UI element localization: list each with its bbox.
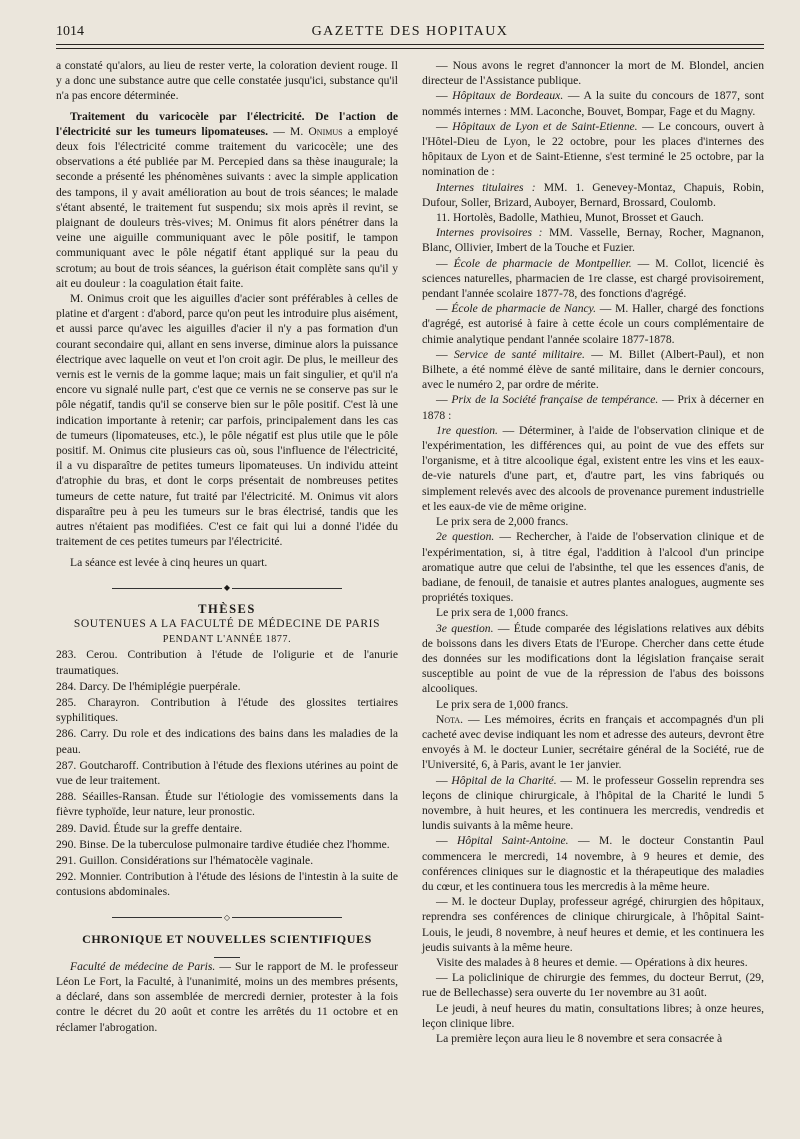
thesis-item: 285. Charayron. Contribution à l'étude des glossites tertiaires syphilitiques. [56, 695, 398, 725]
paragraph: M. Onimus croit que les aiguilles d'acier sont préférables à celles de platine et d'argent : d'abord, parce qu'on peut les introduire plus aisément, et aussi parce qu'avec les aiguilles d'acier il n'y a pas formation d'un courant secondaire qui, allant en sens inverse, diminue alors la puissance électrique avec laquelle on veut et l'on croit agir. De plus, le meilleur des vernis est le vernis de la gomme laque; mais un fait singulier, et qu'il n'a encore vu signalé nulle part, c'est que ce vernis ne se conserve pas sur le pôle négatif, tandis qu'il se conserve bien sur le pôle positif. C'est là une indication importante à retenir; car parfois, principalement dans les cas de tumeurs (lipomateuses, etc.), le pôle négatif est plus utile que le pôle positif. M. Onimus cite plusieurs cas où, sous l'influence de l'électricité, il a vu disparaître de petites tumeurs lipomateuses. Un individu atteint d'atrophie du bras, et dont le corps présentait de nombreuses petites tumeurs de cette nature, fut traité par l'électricité. M. Onimus vit alors disparaître peu à peu les tumeurs sur le bras électrisé, tandis que les autres n'étaient pas modifiées. C'est ce fait qui lui a donné l'idée du traitement de ces petites tumeurs par l'électricité. [56, 292, 398, 549]
thesis-item: 292. Monnier. Contribution à l'étude des lésions de l'intestin à la suite de contusions abdominales. [56, 870, 398, 899]
author-name: M. Onimus [290, 124, 343, 138]
paragraph-onimus: Traitement du varicocèle par l'électricité. De l'action de l'électricité sur les tumeurs lipomateuses. — M. Onimus a employé deux fois l'électricité comme traitement du varicocèle; une des observations a été publiée par M. Percepied dans sa thèse inaugurale; la seconde a présenté les phénomènes suivants : avec la simple application des tampons, il y avait amélioration au bout de trois séances; le malade s'étant absenté, le traitement fut suspendu; six mois après il revint, se plaignant de douleurs très-vives; M. Onimus fit alors pénétrer dans la veine une aiguille communiquant avec le pôle positif, le tampon communiquant avec le pôle négatif étant appliqué sur la peau du scrotum; au bout de trois séances, la guérison était complète sans qu'il y ait eu douleur : la coagulation était faite. [56, 109, 399, 290]
paragraph: a constaté qu'alors, au lieu de rester verte, la coloration devient rouge. Il y a donc une substance autre que celle constatée jusqu'ici, substance qu'il n'a pas encore déterminée. [56, 59, 398, 103]
thesis-item: 291. Guillon. Considérations sur l'hématocèle vaginale. [56, 853, 314, 867]
news-item: — M. le docteur Duplay, professeur agrégé, chirurgien des hôpitaux, reprendra ses conférences de clinique chirurgicale, à l'hôpital Saint-Louis, le jeudi, 8 novembre, à neuf heures et demie, et les continuera les jeudis suivants à la même heure. [422, 895, 764, 954]
news-item: La première leçon aura lieu le 8 novembre et sera consacrée à [436, 1032, 723, 1045]
news-item: Visite des malades à 8 heures et demie. — Opérations à dix heures. [436, 955, 748, 969]
thesis-item: 290. Binse. De la tuberculose pulmonaire tardive étudiée chez l'homme. [56, 837, 390, 851]
paragraph-text: a employé deux fois l'électricité comme traitement du varicocèle; une des observations a été publiée par M. Percepied dans sa thèse inaugurale; la seconde a présenté les phénomènes suivants : avec la simple application des tampons, il y avait amélioration au bout de trois séances; le malade s'étant absenté, le traitement fut suspendu; six mois après il revint, se plaignant de douleurs très-vives; M. Onimus fit alors pénétrer dans la veine une aiguille communiquant avec le pôle positif, le tampon communiquant avec le pôle négatif étant appliqué sur la peau du scrotum; au bout de trois séances, la guérison était complète sans qu'il y ait eu douleur : la coagulation était faite. [56, 124, 399, 290]
right-column [422, 58, 764, 1046]
header-rule-thin [56, 48, 764, 49]
news-item: Internes titulaires : MM. 1. Genevey-Montaz, Chapuis, Robin, Dufour, Soller, Brizard, Auboyer, Bernard, Brossard, Coulomb. [422, 180, 764, 209]
news-item: — École de pharmacie de Nancy. — M. Haller, chargé des fonctions d'agrégé, est autorisé à faire à cette école un cours complémentaire de chimie analytique pendant l'année scolaire 1877-1878. [422, 302, 764, 346]
news-item: — Hôpitaux de Bordeaux. — A la suite du concours de 1877, sont nommés internes : MM. Laconche, Bouvet, Bompar, Fage et du Magny. [422, 89, 764, 118]
short-rule [56, 947, 398, 955]
left-column [56, 58, 398, 1035]
news-item: Internes provisoires : MM. Vasselle, Bernay, Rocher, Magnanon, Blanc, Ollivier, Imbert de la Touche et Fuzier. [422, 226, 764, 255]
theses-heading: THÈSES [198, 601, 256, 616]
running-title: GAZETTE DES HOPITAUX [311, 24, 509, 39]
news-item: Le prix sera de 1,000 francs. [436, 606, 569, 620]
news-item: Faculté de médecine de Paris. — Sur le rapport de M. le professeur Léon Le Fort, la Faculté, à l'unanimité, moins un des membres présents, a déclaré, dans son assemblée de mercredi dernier, protester à la fois contre le décret du 20 août et contre les arrêtés du 11 octobre et en réclamer l'abrogation. [56, 959, 398, 1034]
news-item: Le prix sera de 2,000 francs. [436, 515, 569, 529]
news-item: — Service de santé militaire. — M. Billet (Albert-Paul), et non Bilhete, a été nommé élève de santé militaire, dans le dernier concours, avec le numéro 2, par ordre de mérite. [422, 347, 764, 392]
news-item: Nota. — Les mémoires, écrits en français et accompagnés d'un pli cacheté avec devise indiquant les nom et adresse des auteurs, devront être envoyés à M. le docteur Lunier, secrétaire général de la Société, rue de l'Université, 6, à Paris, avant le 1er janvier. [422, 712, 764, 772]
theses-year: PENDANT L'ANNÉE 1877. [162, 634, 292, 646]
news-item: 3e question. — Étude comparée des législations relatives aux débits de boissons dans les divers Etats de l'Europe. Chercher dans cette étude des données sur les modifications dont la législation française serait susceptible au point de vue de la répression de l'abus des boissons alcooliques. [422, 621, 764, 696]
thesis-item: 287. Goutcharoff. Contribution à l'étude des flexions utérines au point de vue de leur traitement. [56, 758, 398, 787]
news-item: 2e question. — Rechercher, à l'aide de l'observation clinique et de l'expérimentation, si, à titre égal, l'addition à l'alcool d'un principe aromatique autre que celui de l'absinthe, tel que les essences d'anis, de badiane, de fenouil, de tanaisie et autres plantes analogues, augmente ses propriétés toxiques. [422, 530, 765, 605]
news-item: — Hôpital de la Charité. — M. le professeur Gosselin reprendra ses leçons de clinique chirurgicale, à l'hôpital de la Charité le lundi 5 novembre, à huit heures, et les continuera les mercredis, vendredis et lundis suivants à la même heure. [422, 773, 764, 833]
news-item: 11. Hortolès, Badolle, Mathieu, Munot, Brosset et Gauch. [436, 211, 704, 225]
news-item: — La policlinique de chirurgie des femmes, du docteur Berrut, (29, rue de Bellechasse) sera ouverte du 1er novembre au 31 août. [422, 971, 764, 1000]
page-number: 1014 [56, 24, 84, 39]
news-item: — École de pharmacie de Montpellier. — M. Collot, licencié ès sciences naturelles, pharmacien de 1re classe, est chargé provisoirement, pendant l'année scolaire 1877-78, des fonctions d'agrégé. [422, 256, 764, 301]
thesis-item: 283. Cerou. Contribution à l'étude de l'oligurie et de l'anurie traumatiques. [56, 648, 398, 677]
section-divider: ◇ [56, 910, 398, 918]
news-item: — Prix de la Société française de tempérance. — Prix à décerner en 1878 : [422, 393, 765, 422]
thesis-item: 284. Darcy. De l'hémiplégie puerpérale. [56, 679, 241, 693]
news-item: — Hôpitaux de Lyon et de Saint-Etienne. — Le concours, ouvert à l'Hôtel-Dieu de Lyon, le 22 octobre, pour les places d'internes des hôpitaux de Lyon et de Saint-Etienne, s'est terminé le 25 octobre, par la nomination de : [422, 119, 764, 179]
news-item: 1re question. — Déterminer, à l'aide de l'observation clinique et de l'expérimentation, les différences qui, au point de vue des effets sur l'organisme, et à titre alcoolique égal, existent entre les vins et les eaux-de-vie naturels d'une part, et, d'autre part, les vins fabriqués ou simplement relevés avec des alcools de provenance purement industrielle et les eaux-de vie de même origine. [422, 423, 765, 513]
section-title: Traitement du varicocèle par l'électricité. De l'action de l'électricité sur les tumeurs lipomateuses. [56, 109, 398, 138]
paragraph: La séance est levée à cinq heures un quart. [70, 555, 268, 569]
thesis-item: 289. David. Étude sur la greffe dentaire. [56, 821, 243, 835]
chronique-heading: CHRONIQUE ET NOUVELLES SCIENTIFIQUES [82, 931, 372, 946]
header-rule-thick [56, 44, 764, 45]
news-item: Le prix sera de 1,000 francs. [436, 697, 569, 711]
running-header [56, 20, 764, 42]
news-item: — Nous avons le regret d'annoncer la mort de M. Blondel, ancien directeur de l'Assistance publique. [422, 59, 764, 88]
thesis-item: 286. Carry. Du role et des indications des bains dans les maladies de la peau. [56, 727, 398, 756]
news-item: Le jeudi, à neuf heures du matin, consultations libres; à onze heures, leçon clinique libre. [422, 1001, 764, 1030]
theses-subheading: SOUTENUES A LA FACULTÉ DE MÉDECINE DE PARIS [73, 617, 381, 630]
news-item: — Hôpital Saint-Antoine. — M. le docteur Constantin Paul commencera le mercredi, 14 novembre, à 9 heures et demie, des conférences cliniques sur le diagnostic et la thérapeutique des maladies du cœur, et les continuera tous les mercredis à la même heure. [422, 834, 765, 893]
thesis-item: 288. Séailles-Ransan. Étude sur l'étiologie des vomissements dans la fièvre typhoïde, leur nature, leur pronostic. [56, 790, 398, 819]
section-divider: ◆ [56, 580, 398, 588]
